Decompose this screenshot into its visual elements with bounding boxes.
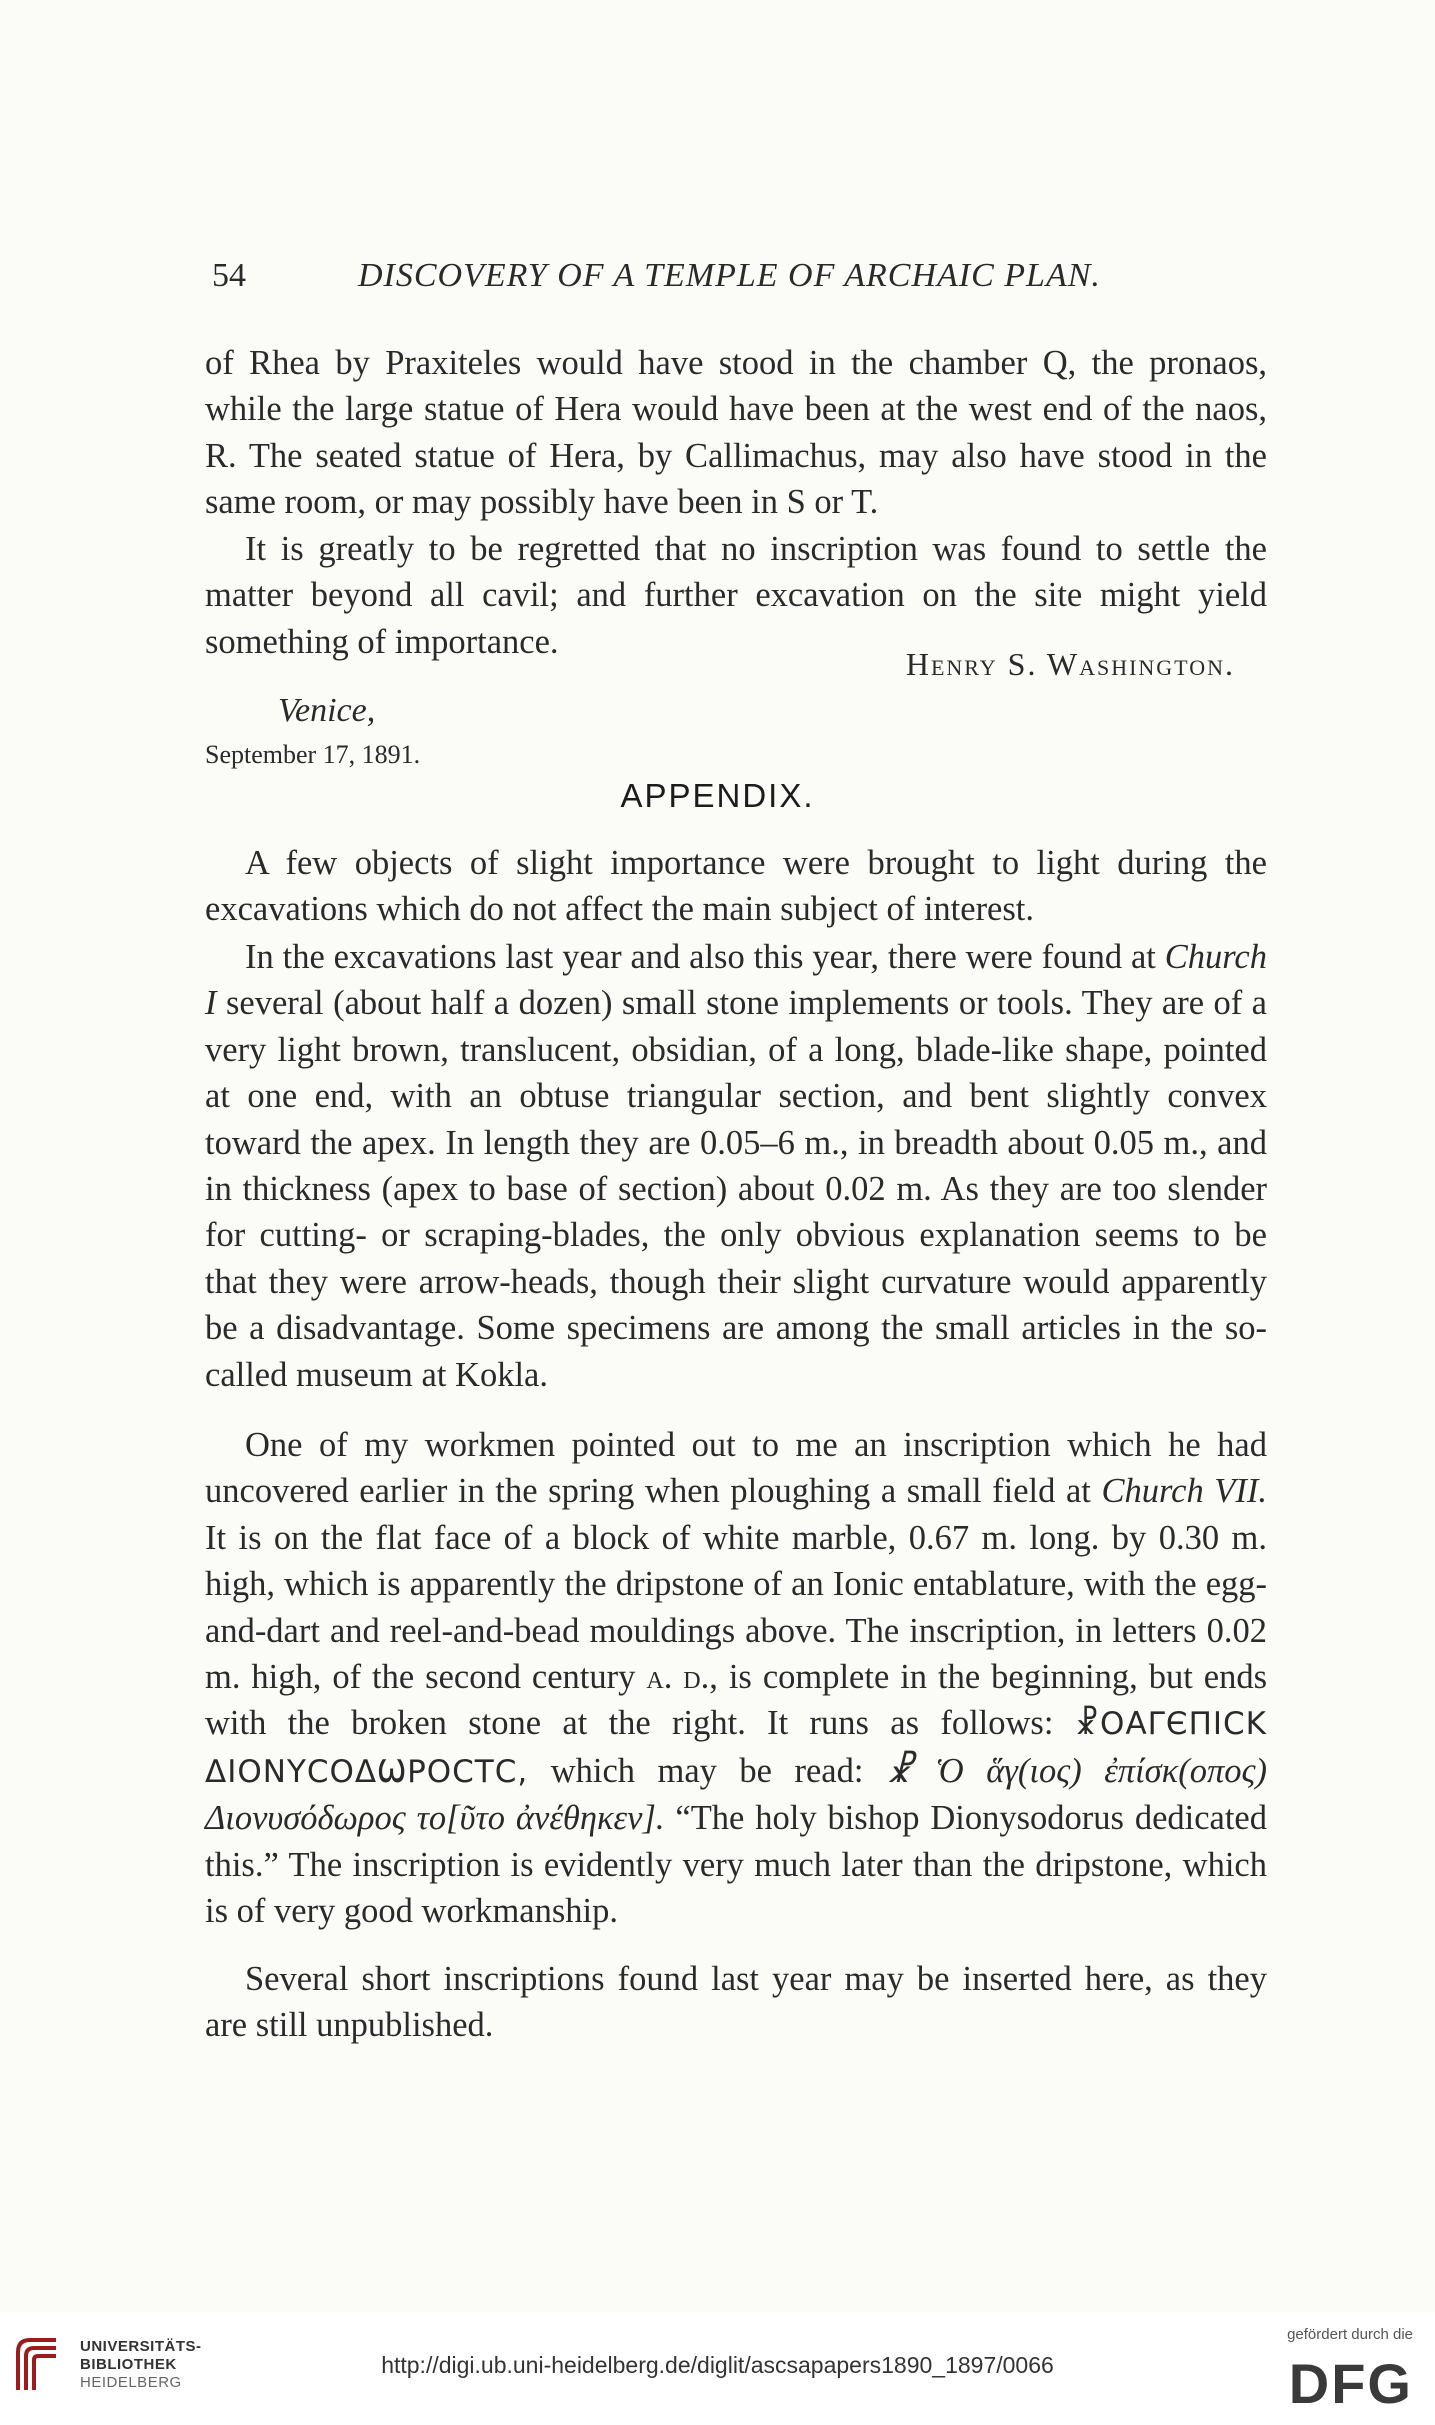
funder-caption: gefördert durch die [1287, 2326, 1413, 2343]
library-name-line1: UNIVERSITÄTS- [80, 2338, 202, 2355]
running-head [212, 252, 1252, 300]
signature-place: Venice, [278, 692, 376, 729]
translation-text: “The holy bishop Dionysodorus dedicated this.” The inscription is evidently very much later than the dripstone, which is of very good workmanship. [205, 1799, 1267, 1931]
library-name-line2: BIBLIOTHEK [80, 2356, 177, 2373]
running-title: DISCOVERY OF A TEMPLE OF ARCHAIC PLAN. [358, 257, 1101, 294]
digitization-footer [0, 2312, 1435, 2425]
library-name-line3: HEIDELBERG [80, 2374, 182, 2391]
appendix-heading: APPENDIX. [620, 777, 815, 814]
page-url-link[interactable]: http://digi.ub.uni-heidelberg.de/diglit/ascsapapers1890_1897/0066 [381, 2352, 1054, 2378]
page-number: 54 [212, 257, 246, 294]
church-vii-label: Church VII. [1101, 1472, 1267, 1511]
implements-lead-text: In the excavations last year and also this year, there were found at [245, 938, 1165, 976]
appendix-paragraph-implements [205, 934, 1267, 1398]
appendix-paragraph-unpublished: Several short inscriptions found last year may be inserted here, as they are still unpublished. [205, 1960, 1267, 2045]
greek-reading: ☧ Ὁ ἅγ(ιος) ἐπίσκ(οπος) Διονυσόδωρος το[ῦτο ἀνέθηκεν]. [205, 1751, 1267, 1838]
signature-date: September 17, 1891. [205, 740, 421, 769]
inscription-condition-text: , is complete in the beginning, but ends with the broken stone at the right. It runs as follows: [205, 1658, 1268, 1743]
inscription-description-text: It is on the flat face of a block of white marble, 0.67 m. long. by 0.30 m. high, which is apparently the dripstone of an Ionic entablature, with the egg-and-dart and reel-and-bead mouldings above. The inscription, in letters 0.02 m. high, of the second century [205, 1518, 1267, 1697]
inscription-text: ☧OΑΓЄΠΙϹΚ ΔΙΟΝΥϹΟΔѠΡΟϹΤϹ, [205, 1706, 1267, 1790]
era-abbreviation: a. d. [646, 1658, 710, 1697]
inscription-lead-text: One of my workmen pointed out to me an inscription which he had uncovered earlier in the spring when ploughing a small field at [205, 1426, 1267, 1511]
dfg-logo: DFG [1288, 2352, 1413, 2415]
appendix-paragraph-inscription [205, 1422, 1267, 1934]
paragraph-regret: It is greatly to be regretted that no inscription was found to settle the matter beyond all cavil; and further excavation on the site might yield something of importance. [205, 530, 1267, 661]
appendix-paragraph-objects: A few objects of slight importance were brought to light during the excavations which do not affect the main subject of interest. [205, 844, 1267, 929]
paragraph-rhea: of Rhea by Praxiteles would have stood in the chamber Q, the pronaos, while the large statue of Hera would have been at the west end of the naos, R. The seated statue of Hera, by Callimachus, may also have stood in the same room, or may possibly have been in S or T. [205, 344, 1267, 522]
implements-body-text: several (about half a dozen) small stone implements or tools. They are of a very light brown, translucent, obsidian, of a long, blade-like shape, pointed at one end, with an obtuse triangular section, and bent slightly convex toward the apex. In length they are 0.05–6 m., in breadth about 0.05 m., and in thickness (apex to base of section) about 0.02 m. As they are too slender for cutting- or scraping-blades, the only obvious explanation seems to be that they were arrow-heads, though their slight curvature would apparently be a disadvantage. Some specimens are among the small articles in the so-called museum at Kokla. [205, 984, 1267, 1394]
church-i-label: Church I [205, 938, 1267, 1023]
author-signature: Henry S. Washington. [905, 646, 1235, 682]
reading-intro-text: which may be read: [528, 1751, 886, 1790]
